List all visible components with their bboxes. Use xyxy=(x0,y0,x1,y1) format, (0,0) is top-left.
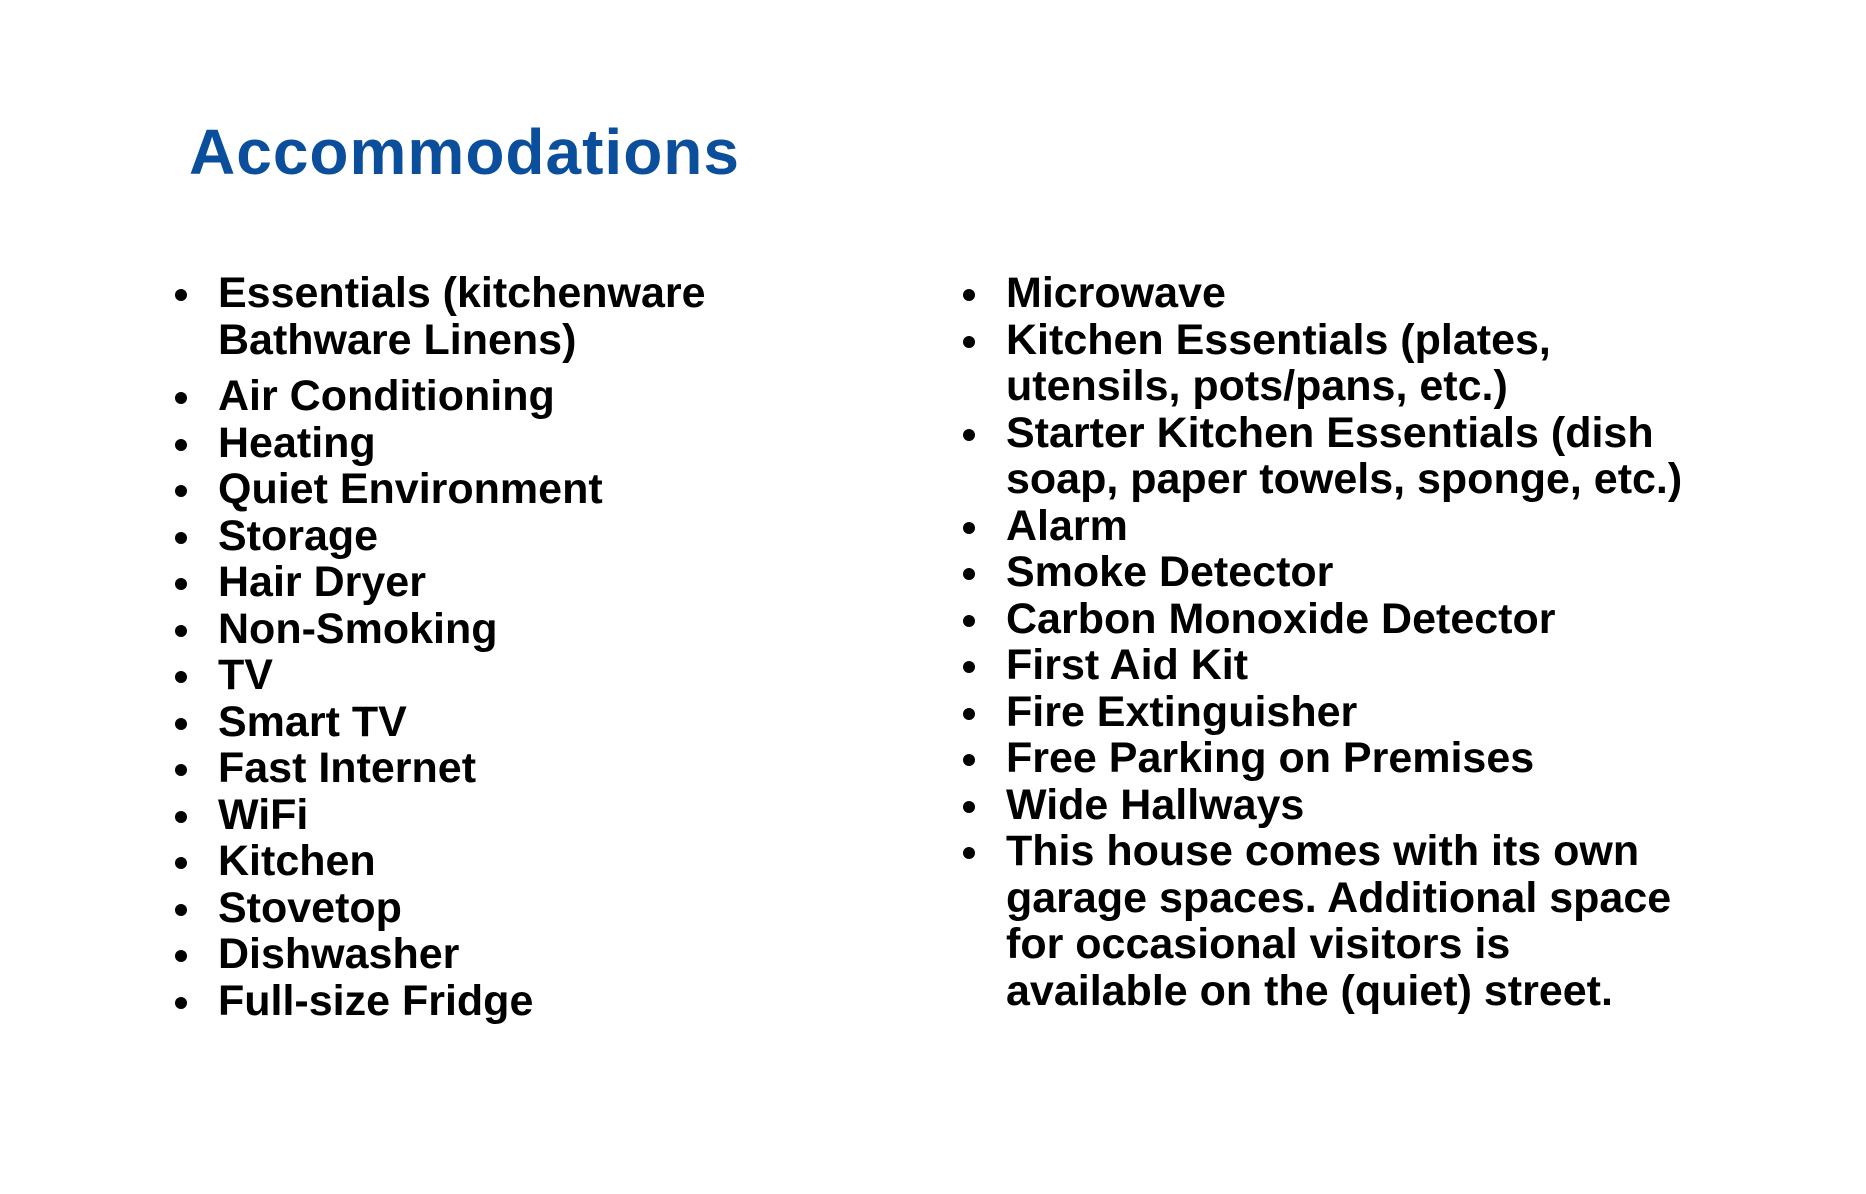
bullet-icon xyxy=(963,522,975,534)
list-item xyxy=(958,270,1778,317)
bullet-icon xyxy=(175,625,187,637)
page-title: Accommodations xyxy=(189,116,740,188)
list-item-line: Alarm xyxy=(1006,501,1128,550)
list-item xyxy=(170,606,790,653)
list-item xyxy=(958,410,1778,503)
list-item-line: Kitchen Essentials (plates, xyxy=(1006,315,1551,364)
list-item-line: Air Conditioning xyxy=(218,372,555,420)
list-item xyxy=(958,549,1778,596)
list-item-line: available on the (quiet) street. xyxy=(1006,966,1613,1015)
list-item xyxy=(170,792,790,839)
list-item-line: Smart TV xyxy=(218,697,407,746)
list-item-line: Full-size Fridge xyxy=(218,976,534,1025)
bullet-icon xyxy=(963,661,975,673)
list-item-line: Essentials (kitchenware xyxy=(218,269,706,317)
list-item xyxy=(170,270,790,363)
list-item xyxy=(170,931,790,978)
list-item xyxy=(170,745,790,792)
list-item-line: Non-Smoking xyxy=(218,604,498,653)
list-item-line: Stovetop xyxy=(218,883,402,932)
bullet-icon xyxy=(963,336,975,348)
list-item-line: for occasional visitors is xyxy=(1006,920,1511,968)
list-item xyxy=(170,978,790,1025)
bullet-icon xyxy=(175,578,187,590)
bullet-icon xyxy=(175,718,187,730)
list-item xyxy=(958,596,1778,643)
bullet-icon xyxy=(963,615,975,627)
list-item-line: utensils, pots/pans, etc.) xyxy=(1006,362,1508,410)
list-item xyxy=(958,782,1778,829)
list-item xyxy=(958,828,1778,1014)
list-item-line: Fire Extinguisher xyxy=(1006,687,1358,736)
list-item-line: Carbon Monoxide Detector xyxy=(1006,594,1556,643)
list-item xyxy=(170,838,790,885)
list-item xyxy=(958,689,1778,736)
list-item xyxy=(170,699,790,746)
bullet-icon xyxy=(963,568,975,580)
bullet-icon xyxy=(963,801,975,813)
list-item-line: Free Parking on Premises xyxy=(1006,734,1535,782)
amenities-list-left xyxy=(170,270,790,1024)
list-item-line: Hair Dryer xyxy=(218,558,426,606)
bullet-icon xyxy=(175,532,187,544)
list-item-line: WiFi xyxy=(218,790,309,839)
bullet-icon xyxy=(963,289,975,301)
bullet-icon xyxy=(175,811,187,823)
list-item xyxy=(958,642,1778,689)
list-item-line: Bathware Linens) xyxy=(218,315,577,364)
amenities-list-right xyxy=(958,270,1778,1014)
list-item-line: Smoke Detector xyxy=(1006,548,1334,596)
list-item-line: garage spaces. Additional space xyxy=(1006,873,1672,922)
list-item-line: Quiet Environment xyxy=(218,465,603,513)
list-item-line: Fast Internet xyxy=(218,744,477,792)
bullet-icon xyxy=(963,429,975,441)
list-item xyxy=(170,559,790,606)
list-item xyxy=(170,420,790,467)
list-item xyxy=(170,466,790,513)
bullet-icon xyxy=(175,950,187,962)
bullet-icon xyxy=(175,857,187,869)
bullet-icon xyxy=(175,997,187,1009)
list-item xyxy=(170,513,790,560)
list-item xyxy=(170,373,790,420)
list-item xyxy=(170,652,790,699)
bullet-icon xyxy=(175,439,187,451)
list-item-line: TV xyxy=(218,651,273,699)
bullet-icon xyxy=(963,708,975,720)
bullet-icon xyxy=(175,392,187,404)
bullet-icon xyxy=(175,904,187,916)
list-item-line: Dishwasher xyxy=(218,930,460,978)
list-item-line: First Aid Kit xyxy=(1006,641,1249,689)
list-item-line: This house comes with its own xyxy=(1006,827,1640,875)
list-item-line: Starter Kitchen Essentials (dish xyxy=(1006,408,1654,457)
bullet-icon xyxy=(175,671,187,683)
bullet-icon xyxy=(175,289,187,301)
bullet-icon xyxy=(175,764,187,776)
list-item-line: soap, paper towels, sponge, etc.) xyxy=(1006,455,1683,503)
bullet-icon xyxy=(963,754,975,766)
bullet-icon xyxy=(175,485,187,497)
list-item xyxy=(958,735,1778,782)
list-item-line: Storage xyxy=(218,511,379,560)
list-item-line: Kitchen xyxy=(218,837,376,885)
bullet-icon xyxy=(963,847,975,859)
list-item-line: Wide Hallways xyxy=(1006,780,1305,829)
list-item-line: Heating xyxy=(218,418,376,467)
list-item xyxy=(170,885,790,932)
list-item xyxy=(958,317,1778,410)
list-item xyxy=(958,503,1778,550)
list-item-line: Microwave xyxy=(1006,269,1226,317)
